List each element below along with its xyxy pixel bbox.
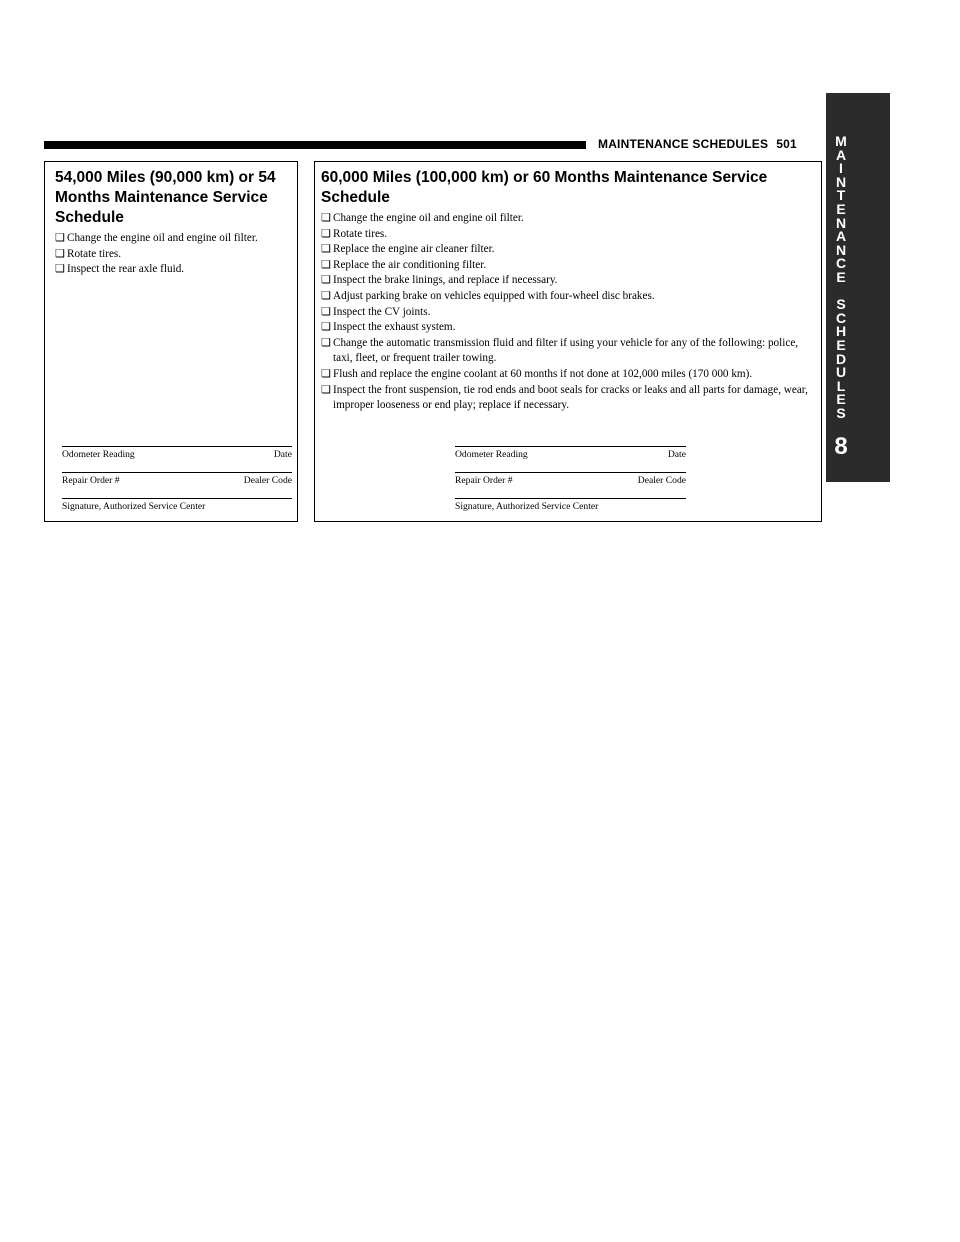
header-rule xyxy=(44,141,586,149)
schedule-60k-task-list xyxy=(315,211,817,414)
tab-letter: A xyxy=(835,146,847,163)
tab-letter: E xyxy=(836,336,846,353)
checkbox-icon[interactable]: ❏ xyxy=(321,274,331,287)
tab-letter: D xyxy=(835,350,847,367)
tab-letter: N xyxy=(835,241,847,258)
signature-label: Signature, Authorized Service Center xyxy=(455,501,599,512)
section-number: 8 xyxy=(834,433,848,460)
task-text: Inspect the brake linings, and replace if necessary. xyxy=(333,274,558,287)
checkbox-icon[interactable]: ❏ xyxy=(321,258,331,271)
checkbox-icon[interactable]: ❏ xyxy=(321,212,331,224)
tab-letter: H xyxy=(835,323,847,340)
tab-letter: M xyxy=(835,133,847,149)
schedule-54k-box xyxy=(44,161,298,522)
task-item xyxy=(321,258,817,274)
section-title: MAINTENANCE SCHEDULES xyxy=(598,137,769,151)
task-item xyxy=(321,211,817,227)
repair-order-line xyxy=(62,472,292,498)
schedule-60k-title: 60,000 Miles (100,000 km) or 60 Months Maintenance Service Schedule xyxy=(321,169,768,206)
task-item xyxy=(55,247,291,263)
checkbox-icon[interactable]: ❏ xyxy=(55,263,65,276)
task-item xyxy=(321,242,817,258)
schedule-54k-title: 54,000 Miles (90,000 km) or 54 Months Maintenance Service Schedule xyxy=(55,169,276,226)
odometer-date-line xyxy=(62,446,292,472)
tab-letter: E xyxy=(836,200,846,217)
dealer-code-label: Dealer Code xyxy=(637,475,686,486)
checkbox-icon[interactable]: ❏ xyxy=(55,232,65,244)
checkbox-icon[interactable]: ❏ xyxy=(321,321,331,334)
task-text: Inspect the front suspension, tie rod ends and boot seals for cracks or leaks and all parts for damage, wear, improper looseness or end play; replace if necessary. xyxy=(333,383,808,412)
schedule-60k-box xyxy=(314,161,822,522)
tab-letter: S xyxy=(836,296,846,313)
repair-order-label: Repair Order # xyxy=(455,475,513,486)
task-item xyxy=(321,305,817,321)
tab-letter: E xyxy=(836,391,846,408)
tab-letter: N xyxy=(835,214,847,231)
task-item xyxy=(55,262,291,278)
tab-letter: U xyxy=(835,364,847,381)
tab-letter: C xyxy=(835,255,847,272)
checkbox-icon[interactable]: ❏ xyxy=(321,383,331,396)
dealer-code-label: Dealer Code xyxy=(243,475,292,486)
task-text: Change the engine oil and engine oil filter. xyxy=(333,212,524,224)
task-text: Inspect the rear axle fluid. xyxy=(67,263,185,276)
date-label: Date xyxy=(273,449,292,460)
signature-line xyxy=(455,498,686,524)
tab-letter: S xyxy=(836,404,846,421)
signature-block xyxy=(455,446,686,524)
task-item xyxy=(321,227,817,243)
task-text: Adjust parking brake on vehicles equipped with four-wheel disc brakes. xyxy=(333,289,655,302)
section-tab xyxy=(826,93,890,482)
task-text: Rotate tires. xyxy=(67,247,122,260)
repair-order-line xyxy=(455,472,686,498)
checkbox-icon[interactable]: ❏ xyxy=(321,243,331,256)
tab-letter: N xyxy=(835,173,847,190)
checkbox-icon[interactable]: ❏ xyxy=(321,336,331,349)
task-text: Change the engine oil and engine oil filter. xyxy=(67,232,258,244)
task-item xyxy=(321,289,817,305)
tab-letter: E xyxy=(836,268,846,285)
tab-letter: L xyxy=(836,377,846,394)
checkbox-icon[interactable]: ❏ xyxy=(321,289,331,302)
signature-label: Signature, Authorized Service Center xyxy=(62,501,206,512)
odometer-date-line xyxy=(455,446,686,472)
tab-letter: A xyxy=(835,228,847,245)
checkbox-icon[interactable]: ❏ xyxy=(55,247,65,260)
running-header xyxy=(598,137,797,151)
checkbox-icon[interactable]: ❏ xyxy=(321,367,331,380)
task-item xyxy=(321,336,817,367)
checkbox-icon[interactable]: ❏ xyxy=(321,305,331,318)
schedule-54k-task-list xyxy=(45,231,291,278)
checkbox-icon[interactable]: ❏ xyxy=(321,227,331,240)
task-text: Inspect the exhaust system. xyxy=(333,321,456,334)
task-item xyxy=(321,367,817,383)
page-number: 501 xyxy=(776,137,797,151)
odometer-label: Odometer Reading xyxy=(455,449,528,460)
task-text: Flush and replace the engine coolant at 60 months if not done at 102,000 miles (170 000 km). xyxy=(333,367,753,380)
task-item xyxy=(55,231,291,247)
task-item xyxy=(321,383,817,414)
task-text: Inspect the CV joints. xyxy=(333,305,431,318)
task-item xyxy=(321,320,817,336)
section-tab-letters xyxy=(826,135,856,420)
task-text: Replace the air conditioning filter. xyxy=(333,258,487,271)
odometer-label: Odometer Reading xyxy=(62,449,135,460)
signature-block xyxy=(62,446,292,524)
task-text: Change the automatic transmission fluid and filter if using your vehicle for any of the following: police, taxi, fleet, or frequent trailer towing. xyxy=(333,336,799,365)
signature-line xyxy=(62,498,292,524)
date-label: Date xyxy=(667,449,686,460)
tab-letter: C xyxy=(835,309,847,326)
task-item xyxy=(321,273,817,289)
task-text: Replace the engine air cleaner filter. xyxy=(333,243,495,256)
task-text: Rotate tires. xyxy=(333,227,388,240)
tab-letter: I xyxy=(839,160,843,177)
repair-order-label: Repair Order # xyxy=(62,475,120,486)
tab-letter: T xyxy=(836,187,846,204)
